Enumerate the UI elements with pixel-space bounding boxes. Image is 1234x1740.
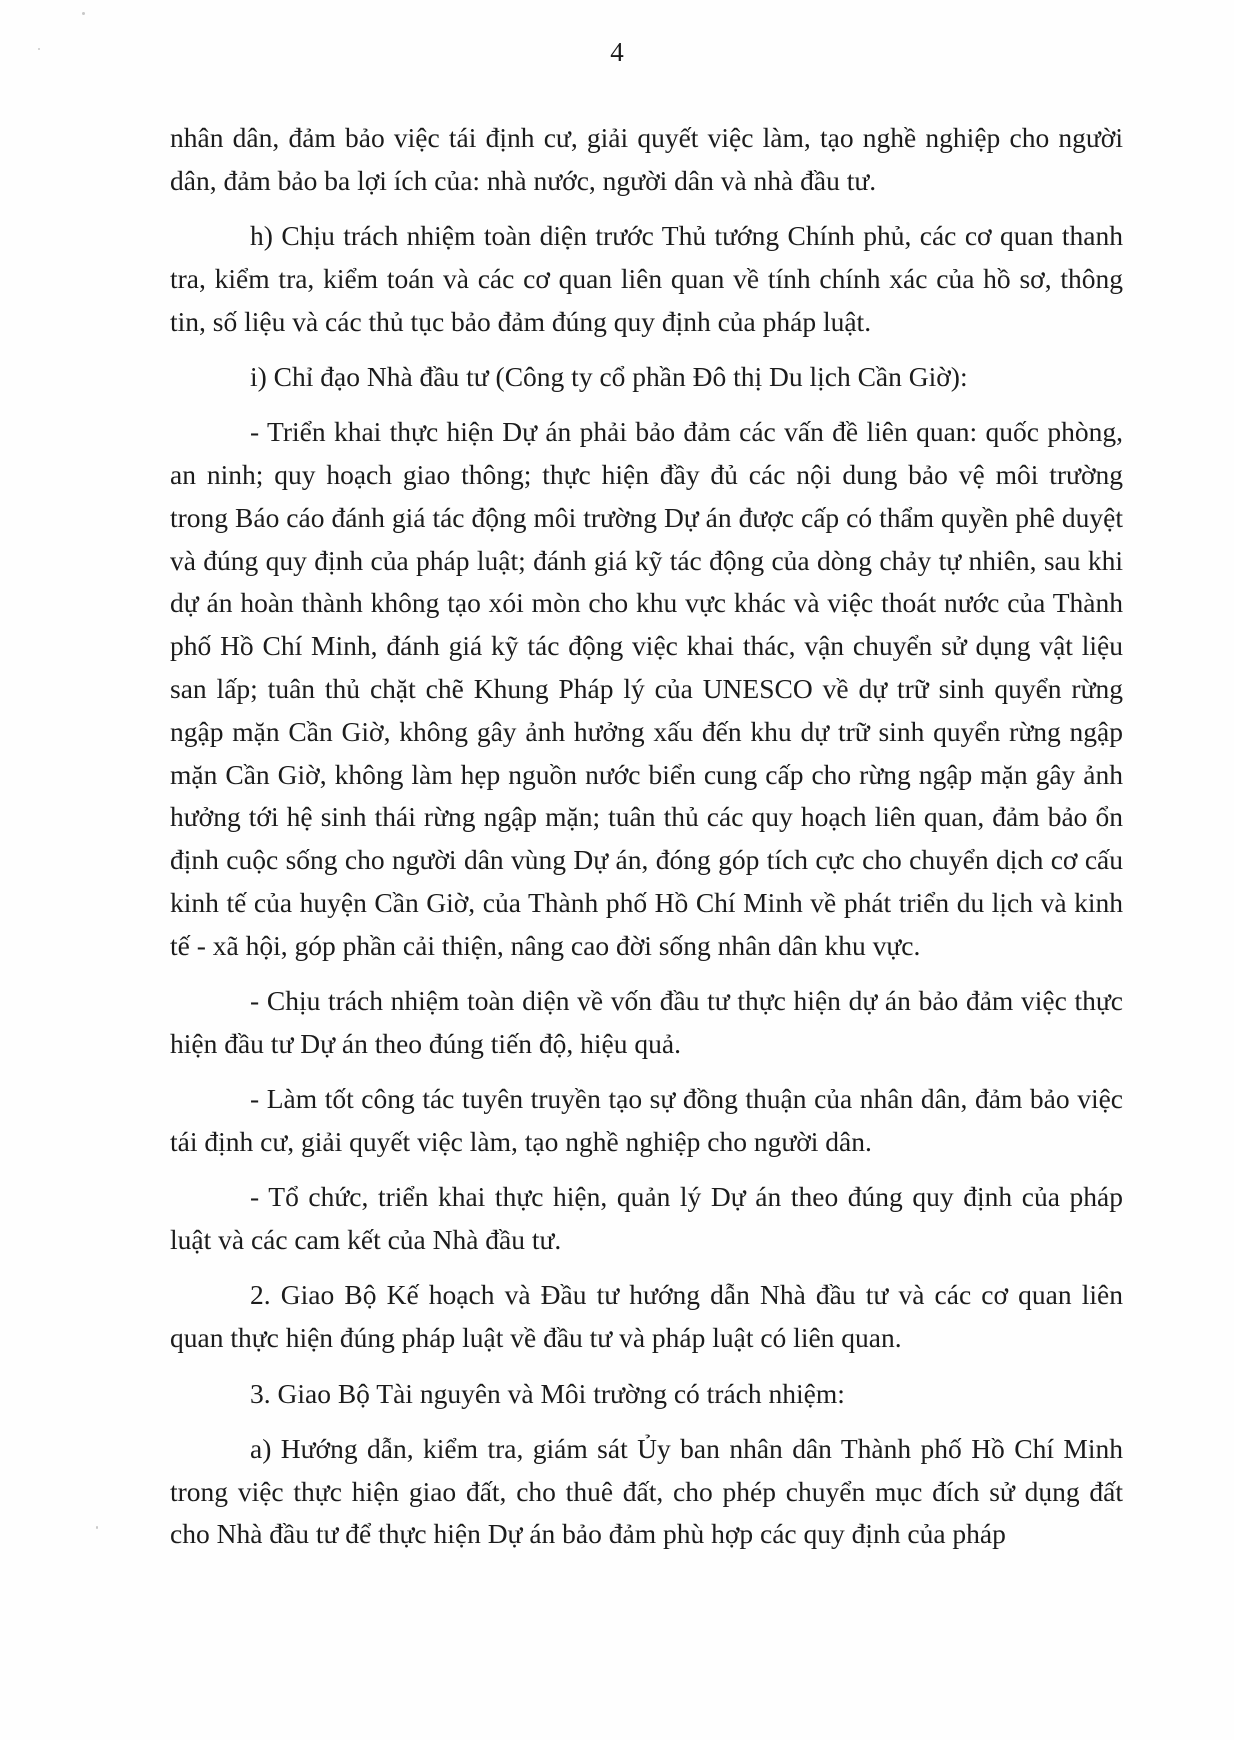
paragraph-item-h: h) Chịu trách nhiệm toàn diện trước Thủ tướng Chính phủ, các cơ quan thanh tra, kiểm tra, kiểm toán và các cơ quan liên quan về tính chính xác của hồ sơ, thông tin, số liệu và các thủ tục bảo đảm đúng quy định của pháp luật. — [170, 220, 1123, 337]
paragraph-continuation: nhân dân, đảm bảo việc tái định cư, giải quyết việc làm, tạo nghề nghiệp cho người dân, đảm bảo ba lợi ích của: nhà nước, người dân và nhà đầu tư. — [170, 122, 1123, 196]
paragraph-bullet-communication: - Làm tốt công tác tuyên truyền tạo sự đồng thuận của nhân dân, đảm bảo việc tái định cư, giải quyết việc làm, tạo nghề nghiệp cho người dân. — [170, 1083, 1123, 1158]
paragraph-bullet-implementation: - Triển khai thực hiện Dự án phải bảo đảm các vấn đề liên quan: quốc phòng, an ninh; quy hoạch giao thông; thực hiện đầy đủ các nội dung bảo vệ môi trường trong Báo cáo đánh giá tác động môi trường Dự án được cấp có thẩm quyền phê duyệt và đúng quy định của pháp luật; đánh giá kỹ tác động của dòng chảy tự nhiên, sau khi dự án hoàn thành không tạo xói mòn cho khu vực khác và việc thoát nước của Thành phố Hồ Chí Minh, đánh giá kỹ tác động việc khai thác, vận chuyển sử dụng vật liệu san lấp; tuân thủ chặt chẽ Khung Pháp lý của UNESCO về dự trữ sinh quyển rừng ngập mặn Cần Giờ, không gây ảnh hưởng xấu đến khu dự trữ sinh quyển rừng ngập mặn Cần Giờ, không làm hẹp nguồn nước biển cung cấp cho rừng ngập mặn gây ảnh hưởng tới hệ sinh thái rừng ngập mặn; tuân thủ các quy hoạch liên quan, đảm bảo ổn định cuộc sống cho người dân vùng Dự án, đóng góp tích cực cho chuyển dịch cơ cấu kinh tế của huyện Cần Giờ, của Thành phố Hồ Chí Minh về phát triển du lịch và kinh tế - xã hội, góp phần cải thiện, nâng cao đời sống nhân dân khu vực. — [170, 416, 1123, 961]
page-number: 4 — [610, 37, 624, 67]
scan-speck — [96, 1526, 98, 1529]
document-body — [170, 117, 1123, 1556]
paragraph-bullet-management: - Tổ chức, triển khai thực hiện, quản lý Dự án theo đúng quy định của pháp luật và các cam kết của Nhà đầu tư. — [170, 1181, 1123, 1256]
paragraph-item-i: i) Chỉ đạo Nhà đầu tư (Công ty cổ phần Đô thị Du lịch Cần Giờ): — [250, 360, 968, 392]
scan-speck — [82, 12, 85, 15]
paragraph-item-2: 2. Giao Bộ Kế hoạch và Đầu tư hướng dẫn Nhà đầu tư và các cơ quan liên quan thực hiện đúng pháp luật về đầu tư và pháp luật có liên quan. — [170, 1279, 1123, 1354]
paragraph-bullet-capital: - Chịu trách nhiệm toàn diện về vốn đầu tư thực hiện dự án bảo đảm việc thực hiện đầu tư Dự án theo đúng tiến độ, hiệu quả. — [170, 985, 1123, 1059]
paragraph-item-3a: a) Hướng dẫn, kiểm tra, giám sát Ủy ban nhân dân Thành phố Hồ Chí Minh trong việc thực hiện giao đất, cho thuê đất, cho phép chuyển mục đích sử dụng đất cho Nhà đầu tư để thực hiện Dự án bảo đảm phù hợp các quy định của pháp — [170, 1432, 1123, 1550]
paragraph-item-3: 3. Giao Bộ Tài nguyên và Môi trường có trách nhiệm: — [250, 1377, 845, 1409]
